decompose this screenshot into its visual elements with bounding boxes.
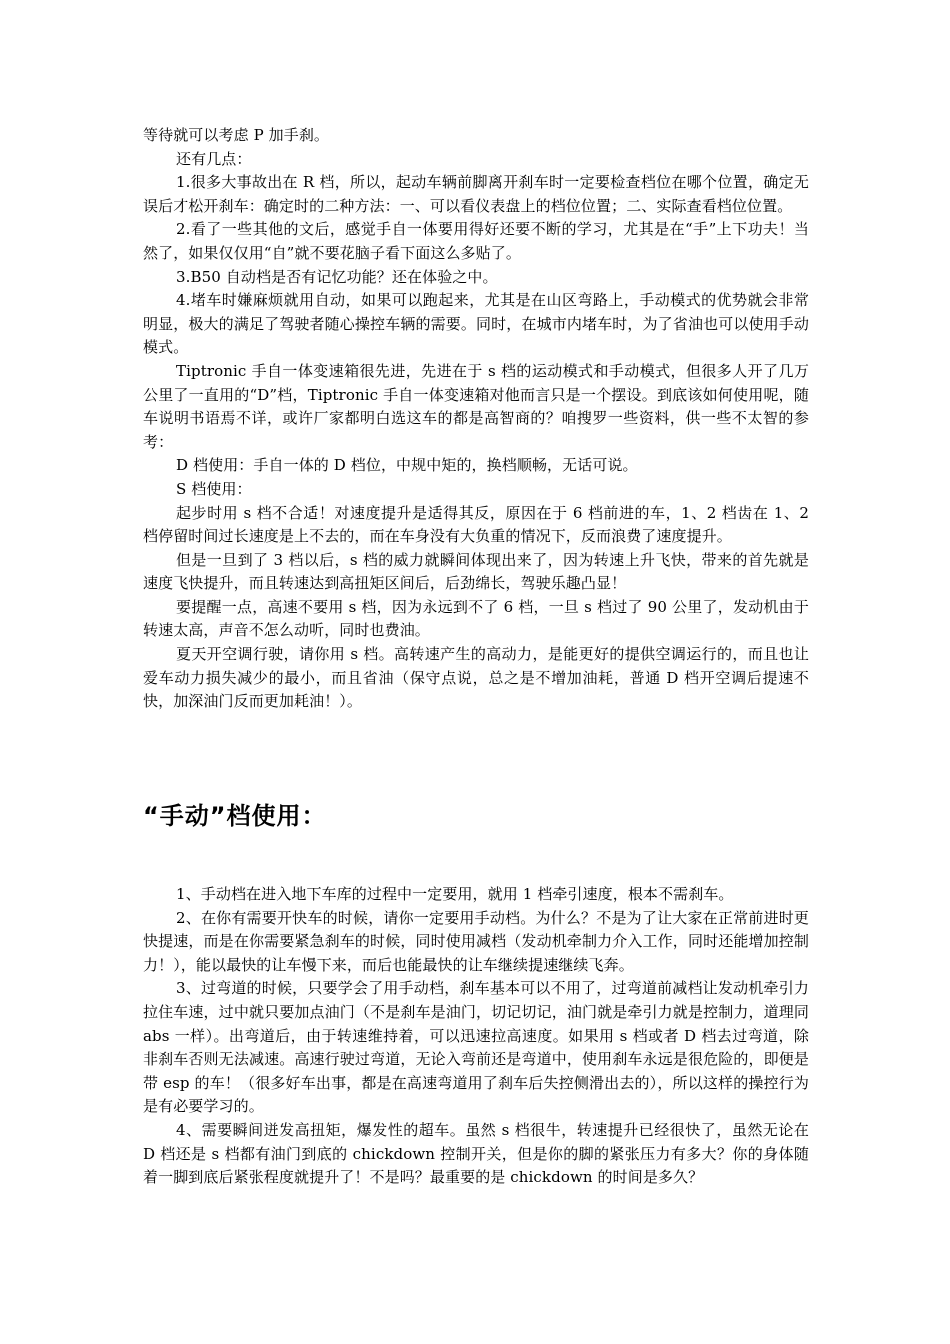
paragraph-s-gear-highway: 要提醒一点，高速不要用 s 档，因为永远到不了 6 档，一旦 s 档过了 90 公里了，发动机由于转速太高，声音不怎么动听，同时也费油。 <box>143 597 809 640</box>
paragraph-manual-3: 3、过弯道的时候，只要学会了用手动档，刹车基本可以不用了，过弯道前减档让发动机牵引力拉住车速，过中就只要加点油门（不是刹车是油门，切记切记，油门就是牵引力就是控制力，道理同 abs 一样）。出弯道后，由于转速维持着，可以迅速拉高速度。如果用 s 档或者 D 档去过弯道，除非刹车否则无法减速。高速行驶过弯道，无论入弯前还是弯道中，使用刹车永远是很危险的，即便是带 esp 的车！（很多好车出事，都是在高速弯道用了刹车后失控侧滑出去的），所以这样的操控行为是有必要学习的。 <box>143 979 809 1116</box>
paragraph-manual-2: 2、在你有需要开快车的时候，请你一定要用手动档。为什么？不是为了让大家在正常前进时更快提速，而是在你需要紧急刹车的时候，同时使用减档（发动机牵制力介入工作，同时还能增加控制力！），能以最快的让车慢下来，而后也能最快的让车继续提速继续飞奔。 <box>143 908 809 974</box>
paragraph-s-gear-third: 但是一旦到了 3 档以后，s 档的威力就瞬间体现出来了，因为转速上升飞快，带来的首先就是速度飞快提升，而且转速达到高扭矩区间后，后劲绵长，驾驶乐趣凸显！ <box>143 550 809 593</box>
paragraph-continuation: 等待就可以考虑 P 加手刹。 <box>143 126 330 144</box>
paragraph-note-2: 2.看了一些其他的文后，感觉手自一体要用得好还要不断的学习，尤其是在“手”上下功夫！当然了，如果仅仅用“自”就不要花脑子看下面这么多贴了。 <box>143 220 809 262</box>
paragraph-note-1: 1.很多大事故出在 R 档，所以，起动车辆前脚离开刹车时一定要检查档位在哪个位置，确定无误后才松开刹车：确定时的二种方法：一、可以看仪表盘上的档位位置；二、实际查看档位位置。 <box>143 173 809 215</box>
section-1-body <box>143 124 809 714</box>
paragraph-tiptronic: Tiptronic 手自一体变速箱很先进，先进在于 s 档的运动模式和手动模式，但很多人开了几万公里了一直用的“D”档，Tiptronic 手自一体变速箱对他而言只是一个摆设。到底该如何使用呢，随车说明书语焉不详，或许厂家都明白选这车的都是高智商的？咱搜罗一些资料，供一些不太智的参考： <box>143 361 809 451</box>
paragraph-manual-1: 1、手动档在进入地下车库的过程中一定要用，就用 1 档牵引速度，根本不需刹车。 <box>176 885 734 903</box>
paragraph-s-gear-start: 起步时用 s 档不合适！对速度提升是适得其反，原因在于 6 档前进的车，1、2 档齿在 1、2 档停留时间过长速度是上不去的，而在车身没有大负重的情况下，反而浪费了速度提升。 <box>143 503 809 546</box>
paragraph-notes-intro: 还有几点： <box>176 149 252 168</box>
section-heading-manual-gear: “手动”档使用： <box>143 802 327 830</box>
paragraph-d-gear: D 档使用：手自一体的 D 档位，中规中矩的，换档顺畅，无话可说。 <box>176 456 638 475</box>
paragraph-note-3: 3.B50 自动档是否有记忆功能？还在体验之中。 <box>176 267 498 286</box>
section-2-body <box>143 883 809 1190</box>
paragraph-manual-4: 4、需要瞬间迸发高扭矩，爆发性的超车。虽然 s 档很牛，转速提升已经很快了，虽然无论在 D 档还是 s 档都有油门到底的 chickdown 控制开关，但是你的脚的紧张压力有多大？你的身体随着一脚到底后紧张程度就提升了！不是吗？最重要的是 chickdown 的时间是多久？ <box>143 1120 809 1187</box>
paragraph-note-4: 4.堵车时嫌麻烦就用自动，如果可以跑起来，尤其是在山区弯路上，手动模式的优势就会非常明显，极大的满足了驾驶者随心操控车辆的需要。同时，在城市内堵车时，为了省油也可以使用手动模式。 <box>143 291 809 357</box>
paragraph-s-gear-summer: 夏天开空调行驶，请你用 s 档。高转速产生的高动力，是能更好的提供空调运行的，而且也让爱车动力损失减少的最小，而且省油（保守点说，总之是不增加油耗，普通 D 档开空调后提速不快，加深油门反而更加耗油！）。 <box>143 645 809 711</box>
paragraph-s-gear-title: S 档使用： <box>176 479 252 498</box>
